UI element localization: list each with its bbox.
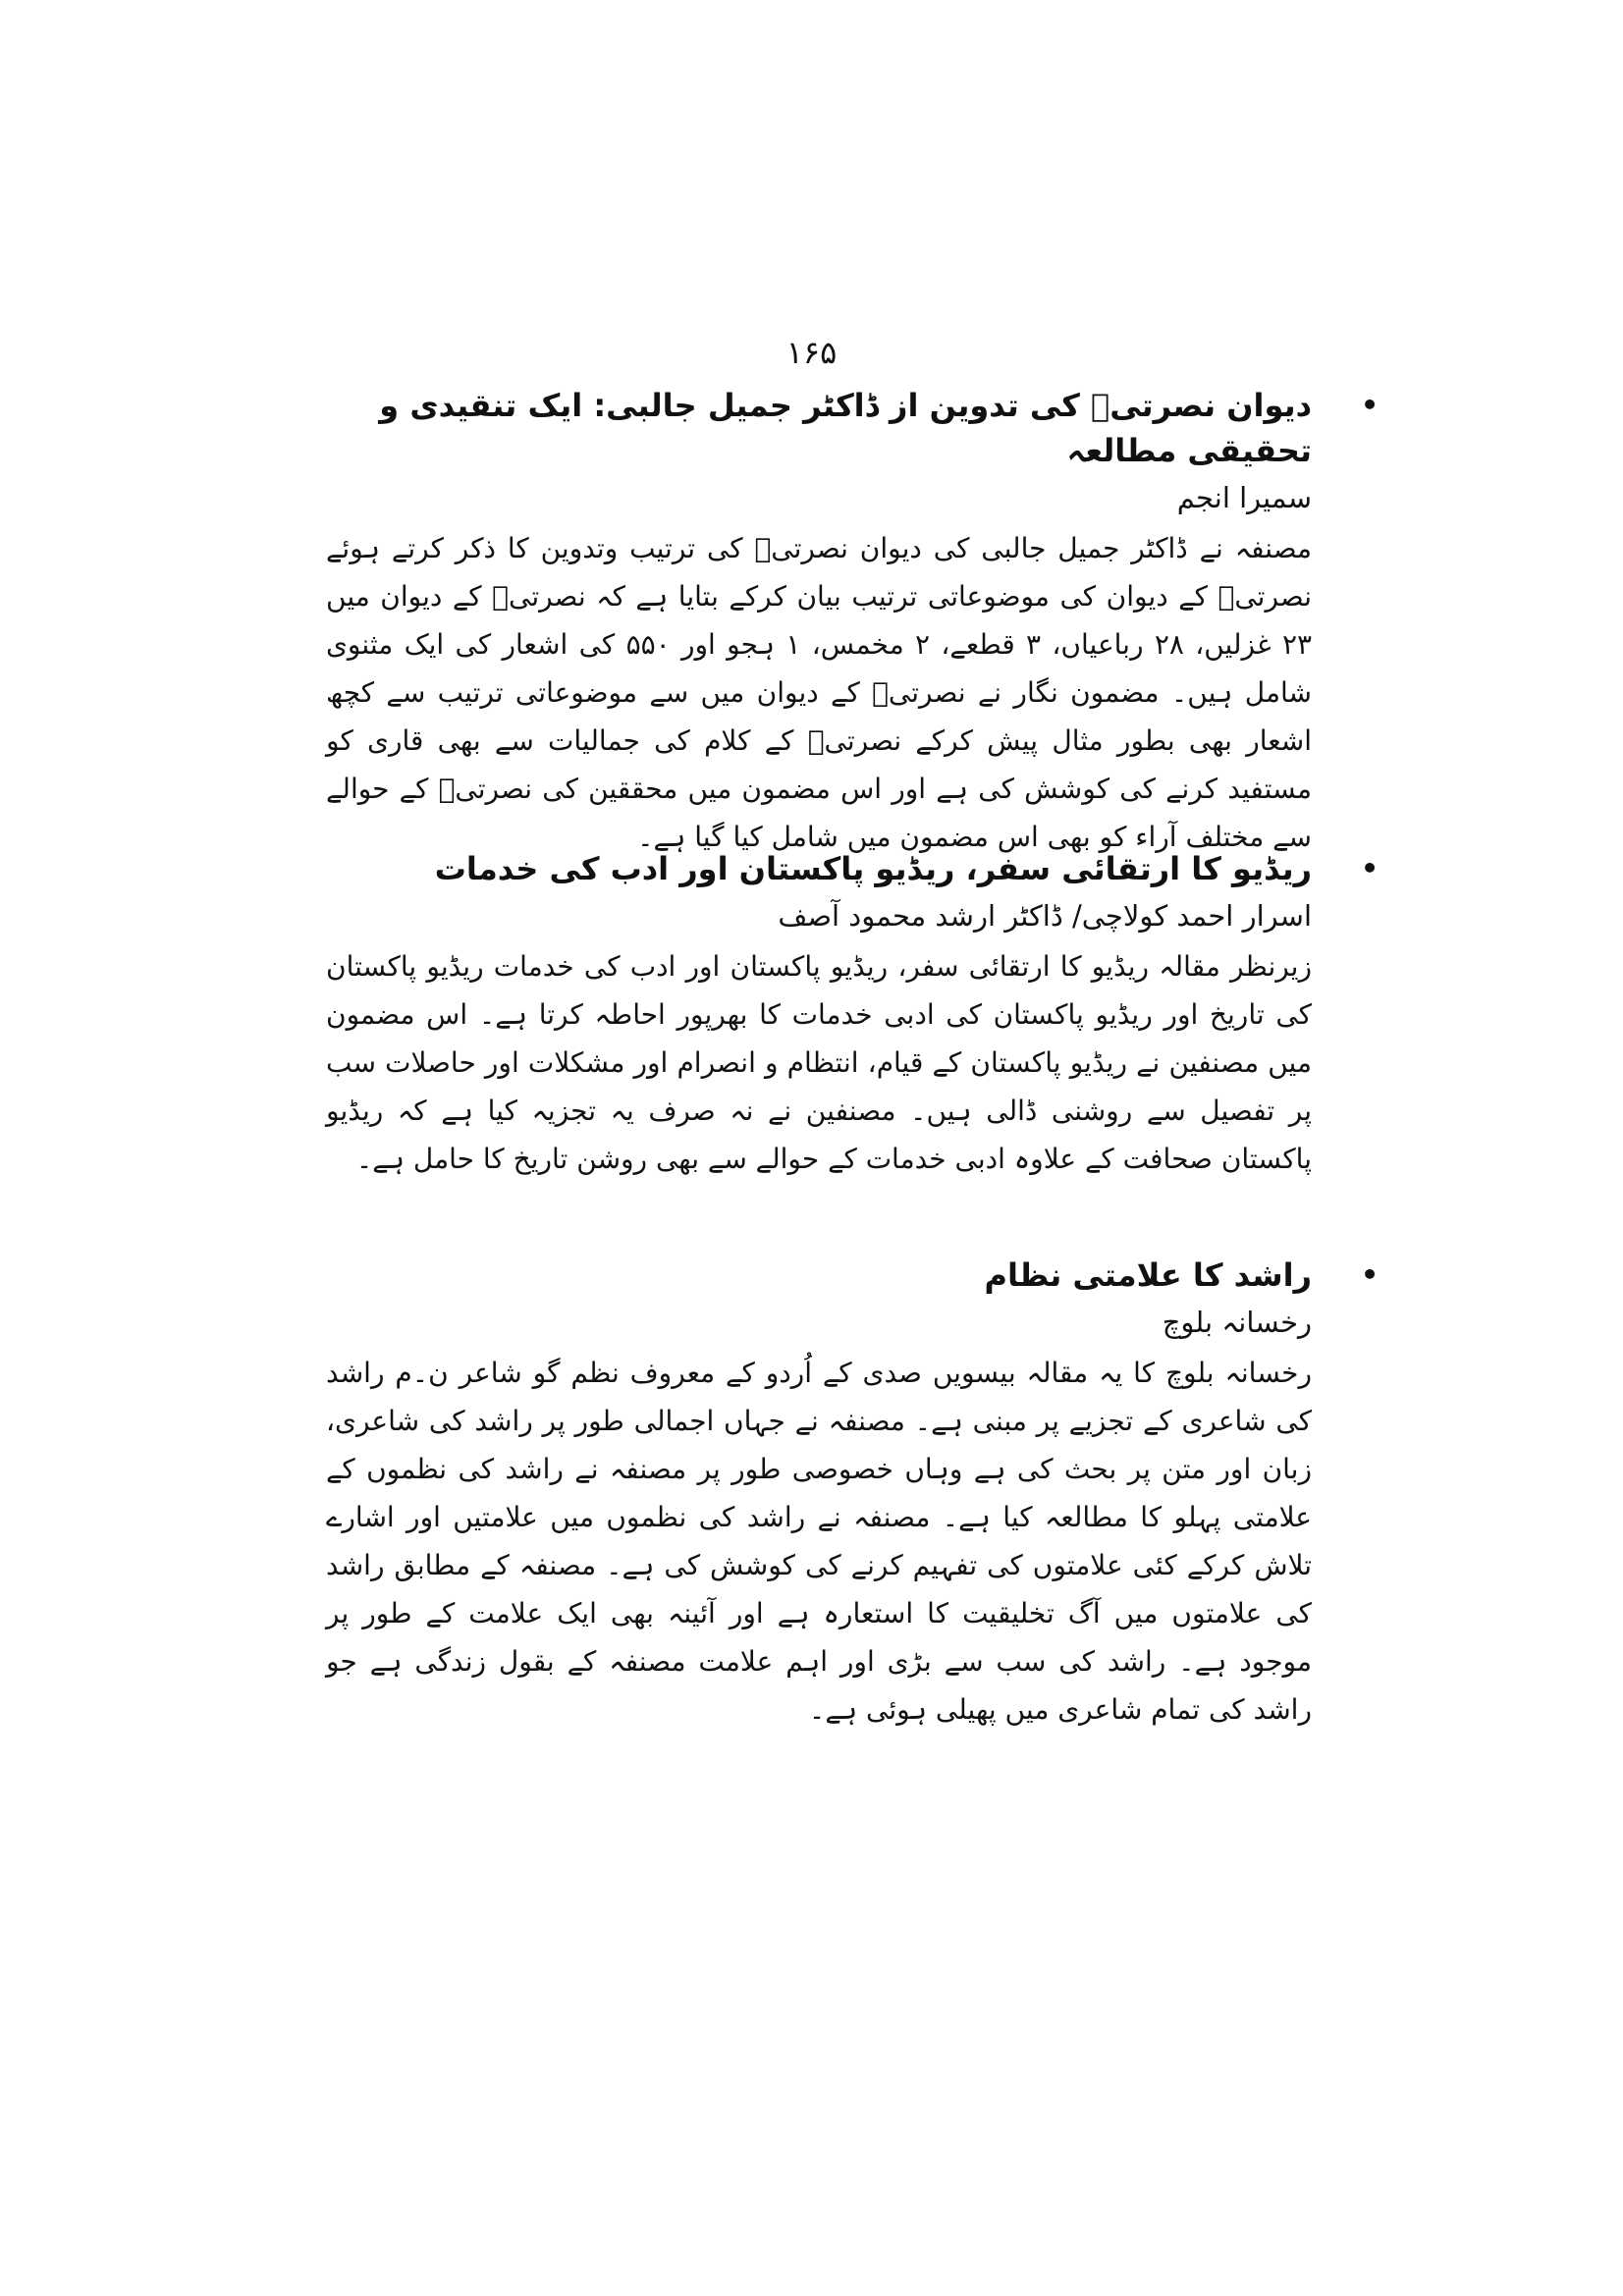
article-abstract: زیرنظر مقالہ ریڈیو کا ارتقائی سفر، ریڈیو پاکستان اور ادب کی خدمات ریڈیو پاکستان کی تاریخ اور ریڈیو پاکستان کی ادبی خدمات کا بھرپور احاطہ کرتا ہے۔ اس مضمون میں مصنفین نے ریڈیو پاکستان کے قیام، انتظام و انصرام اور مشکلات اور حاصلات سب پر تفصیل سے روشنی ڈالی ہیں۔ مصنفین نے نہ صرف یہ تجزیہ کیا ہے کہ ریڈیو پاکستان صحافت کے علاوہ ادبی خدمات کے حوالے سے بھی روشن تاریخ کا حامل ہے۔ (326, 950, 1312, 1175)
article-title (314, 846, 1379, 891)
article-abstract: رخسانہ بلوچ کا یہ مقالہ بیسویں صدی کے اُردو کے معروف نظم گو شاعر ن۔م راشد کی شاعری کے تجزیے پر مبنی ہے۔ مصنفہ نے جہاں اجمالی طور پر راشد کی شاعری، زبان اور متن پر بحث کی ہے وہاں خصوصی طور پر مصنفہ نے راشد کی نظموں کے علامتی پہلو کا مطالعہ کیا ہے۔ مصنفہ نے راشد کی نظموں میں علامتیں اور اشارے تلاش کرکے کئی علامتوں کی تفہیم کرنے کی کوشش کی ہے۔ مصنفہ کے مطابق راشد کی علامتوں میں آگ تخلیقیت کا استعارہ ہے اور آئینہ بھی ایک علامت کے طور پر موجود ہے۔ راشد کی سب سے بڑی اور اہم علامت مصنفہ کے بقول زندگی ہے جو راشد کی تمام شاعری میں پھیلی ہوئی ہے۔ (326, 1357, 1312, 1726)
article-abstract: مصنفہ نے ڈاکٹر جمیل جالبی کی دیوان نصرتیؔ کی ترتیب وتدوین کا ذکر کرتے ہوئے نصرتیؔ کے دیوان کی موضوعاتی ترتیب بیان کرکے بتایا ہے کہ نصرتیؔ کے دیوان میں ۲۳ غزلیں، ۲۸ رباعیاں، ۳ قطعے، ۲ مخمس، ۱ ہجو اور ۵۵۰ کی اشعار کی ایک مثنوی شامل ہیں۔ مضمون نگار نے نصرتیؔ کے دیوان میں سے موضوعاتی ترتیب سے کچھ اشعار بھی بطور مثال پیش کرکے نصرتیؔ کے کلام کی جمالیات سے بھی قاری کو مستفید کرنے کی کوشش کی ہے اور اس مضمون میں محققین کی نصرتیؔ کے حوالے سے مختلف آراء کو بھی اس مضمون میں شامل کیا گیا ہے۔ (326, 532, 1313, 853)
article-author: رخسانہ بلوچ (1162, 1306, 1312, 1339)
article-title-text: ریڈیو کا ارتقائی سفر، ریڈیو پاکستان اور ادب کی خدمات (434, 850, 1312, 887)
article-entry (314, 846, 1379, 1183)
bullet-icon: • (1361, 389, 1379, 421)
article-title-text: راشد کا علامتی نظام (984, 1256, 1312, 1294)
article-author: اسرار احمد کولاچی/ ڈاکٹر ارشد محمود آصف (778, 899, 1312, 933)
article-entry (314, 1253, 1379, 1734)
page-number: ۱۶۵ (785, 334, 838, 371)
article-title (314, 1253, 1379, 1298)
article-title-text: دیوان نصرتیؔ کی تدوین از ڈاکٹر جمیل جالبی: ایک تنقیدی و تحقیقی مطالعہ (379, 387, 1312, 469)
bullet-icon: • (1361, 1258, 1379, 1291)
bullet-icon: • (1361, 852, 1379, 884)
article-author: سمیرا انجم (1176, 481, 1312, 514)
article-title (314, 383, 1379, 473)
article-entry (314, 383, 1379, 861)
